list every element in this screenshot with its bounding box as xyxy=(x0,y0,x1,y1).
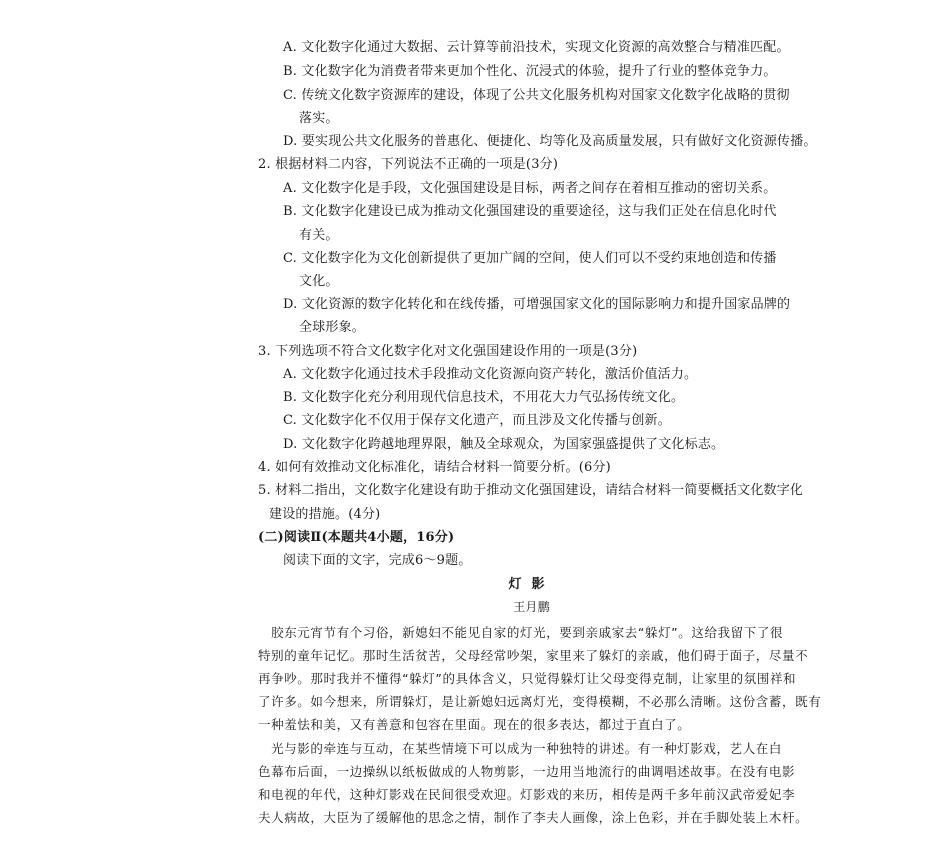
article-line: 再争吵。那时我并不懂得“躲灯”的具体含义，只觉得躲灯让父母变得克制，让家里的氛围祥和 xyxy=(258,671,797,686)
section-heading: (二)阅读Ⅱ(本题共4小题，16分) xyxy=(258,530,455,545)
q2-stem: 2. 根据材料二内容，下列说法不正确的一项是(3分) xyxy=(258,157,559,172)
section-intro: 阅读下面的文字，完成6～9题。 xyxy=(283,553,472,568)
q2-option-b: B. 文化数字化建设已成为推动文化强国建设的重要途径，这与我们正处在信息化时代 xyxy=(283,204,777,219)
q5-stem: 5. 材料二指出，文化数字化建设有助于推动文化强国建设，请结合材料一简要概括文化数字化 xyxy=(258,483,804,498)
q1-option-a: A. 文化数字化通过大数据、云计算等前沿技术，实现文化资源的高效整合与精准匹配。 xyxy=(283,40,790,55)
article-line: 和电视的年代，这种灯影戏在民间很受欢迎。灯影戏的来历，相传是两千多年前汉武帝爱妃李 xyxy=(258,787,796,802)
article-line: 胶东元宵节有个习俗，新媳妇不能见自家的灯光，要到亲戚家去“躲灯”。这给我留下了很 xyxy=(258,625,784,640)
article-line: 一种羞怯和美，又有善意和包容在里面。现在的很多表达，都过于直白了。 xyxy=(258,717,691,732)
q2-option-d: D. 文化资源的数字化转化和在线传播，可增强国家文化的国际影响力和提升国家品牌的 xyxy=(283,297,791,312)
article-line: 了许多。如今想来，所谓躲灯，是让新媳妇远离灯光，变得模糊，不必那么清晰。这份含蓄，既有 xyxy=(258,694,822,709)
q1-option-c: C. 传统文化数字资源库的建设，体现了公共文化服务机构对国家文化数字化战略的贯彻 xyxy=(283,88,790,103)
q4-stem: 4. 如何有效推动文化标准化，请结合材料一简要分析。(6分) xyxy=(258,460,611,475)
q1-option-d: D. 要实现公共文化服务的普惠化、便捷化、均等化及高质量发展，只有做好文化资源传播。 xyxy=(283,134,817,149)
q2-option-d-cont: 全球形象。 xyxy=(299,320,366,335)
q3-stem: 3. 下列选项不符合文化数字化对文化强国建设作用的一项是(3分) xyxy=(258,344,638,359)
q2-option-a: A. 文化数字化是手段，文化强国建设是目标，两者之间存在着相互推动的密切关系。 xyxy=(283,181,777,196)
article-line: 特别的童年记忆。那时生活贫苦，父母经常吵架，家里来了躲灯的亲戚，他们碍于面子，尽量不 xyxy=(258,648,809,663)
q3-option-d: D. 文化数字化跨越地理界限，触及全球观众，为国家强盛提供了文化标志。 xyxy=(283,437,725,452)
q5-stem-cont: 建设的措施。(4分) xyxy=(269,507,381,522)
q3-option-c: C. 文化数字化不仅用于保存文化遗产，而且涉及文化传播与创新。 xyxy=(283,413,671,428)
article-line: 色幕布后面，一边操纵以纸板做成的人物剪影，一边用当地流行的曲调唱述故事。在没有电影 xyxy=(258,764,796,779)
q1-option-b: B. 文化数字化为消费者带来更加个性化、沉浸式的体验，提升了行业的整体竞争力。 xyxy=(283,64,777,79)
article-line: 夫人病故，大臣为了缓解他的思念之情，制作了李夫人画像，涂上色彩，并在手脚处装上木杆。 xyxy=(258,810,809,825)
q1-option-c-cont: 落实。 xyxy=(299,111,339,126)
q3-option-a: A. 文化数字化通过技术手段推动文化资源向资产转化，激活价值活力。 xyxy=(283,367,698,382)
article-line: 光与影的牵连与互动，在某些情境下可以成为一种独特的讲述。有一种灯影戏，艺人在白 xyxy=(258,741,783,756)
article-author: 王月鹏 xyxy=(513,600,550,614)
q2-option-c: C. 文化数字化为文化创新提供了更加广阔的空间，使人们可以不受约束地创造和传播 xyxy=(283,251,777,266)
q2-option-c-cont: 文化。 xyxy=(299,274,339,289)
article-title: 灯影 xyxy=(508,577,555,592)
q3-option-b: B. 文化数字化充分利用现代信息技术，不用花大力气弘扬传统文化。 xyxy=(283,390,685,405)
q2-option-b-cont: 有关。 xyxy=(299,228,339,243)
